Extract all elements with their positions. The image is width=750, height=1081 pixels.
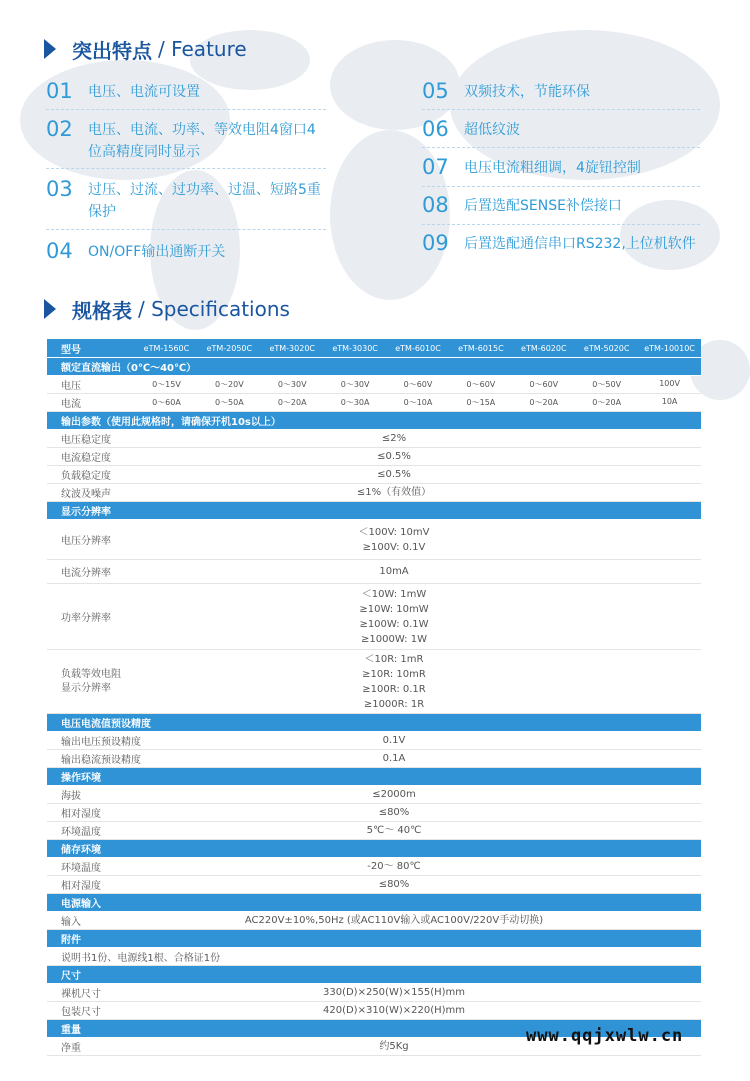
model-cell: eTM-2050C (206, 343, 253, 353)
feature-number: 04 (46, 239, 73, 263)
row-value: 420(D)×310(W)×220(H)mm (322, 1005, 466, 1016)
row-label: 电压稳定度 (61, 435, 111, 446)
section-row (47, 412, 701, 430)
section-row (47, 966, 701, 984)
row-label: 输出稳流预设精度 (61, 755, 141, 766)
value-line: ≥1000W: 1W (361, 633, 427, 645)
model-label: 型号 (61, 344, 81, 356)
table-cell: 0～30V (277, 380, 307, 389)
table-row (47, 1002, 701, 1020)
row-value: ≤80% (378, 879, 410, 890)
watermark-text: www.qqjxwlw.cn (526, 1026, 684, 1046)
feature-item (46, 238, 326, 264)
table-row (47, 804, 701, 822)
table-cell: 0～50V (592, 380, 622, 389)
section-label: 电源输入 (61, 899, 101, 910)
table-row (47, 466, 701, 484)
feature-number: 08 (422, 193, 449, 217)
row-value: 0.1A (382, 753, 406, 764)
divider (46, 109, 326, 110)
table-row (47, 394, 701, 412)
feature-item (422, 154, 702, 180)
row-value: 5℃～ 40℃ (366, 825, 422, 836)
spec-table (47, 339, 701, 1056)
row-label: 功率分辨率 (61, 613, 111, 624)
table-cell: 100V (659, 379, 680, 388)
row-value (135, 587, 701, 647)
model-cell: eTM-6020C (521, 343, 567, 353)
table-cell: 0～15A (466, 398, 496, 407)
table-cell: 0～50A (214, 398, 244, 407)
value-line: ≥100R: 0.1R (362, 683, 426, 695)
row-label: 说明书1份、电源线1根、合格证1份 (61, 953, 221, 964)
table-row (47, 858, 701, 876)
feature-section-title (44, 34, 247, 64)
feature-number: 06 (422, 117, 449, 141)
row-label: 输出电压预设精度 (61, 737, 141, 748)
row-label: 电压 (61, 381, 81, 392)
row-label: 裸机尺寸 (61, 989, 101, 1000)
row-label: 包装尺寸 (61, 1007, 101, 1018)
table-row (47, 912, 701, 930)
table-cell: 0～30V (340, 380, 370, 389)
spec-title-cn: 规格表 (72, 298, 132, 323)
feature-text: 电压电流粗细调，4旋钮控制 (464, 160, 641, 176)
feature-text: 电压、电流可设置 (88, 84, 200, 100)
section-arrow-icon (44, 39, 56, 59)
feature-text: 过压、过流、过功率、过温、短路5重保护 (88, 182, 321, 220)
model-cell: eTM-5020C (583, 343, 630, 353)
row-value: AC220V±10%,50Hz (或AC110V输入或AC100V/220V手动切换) (244, 915, 544, 926)
spec-title-en: / Specifications (138, 297, 290, 321)
model-cell: eTM-3030C (332, 343, 378, 353)
table-cell: 0～20V (214, 380, 244, 389)
row-label: 环境温度 (61, 863, 101, 874)
table-row (47, 520, 701, 560)
table-row (47, 822, 701, 840)
feature-text: ON/OFF输出通断开关 (88, 244, 226, 260)
table-cell: 0～20A (529, 398, 559, 407)
section-row (47, 930, 701, 948)
divider (422, 224, 700, 225)
section-arrow-icon (44, 299, 56, 319)
feature-number: 02 (46, 117, 73, 141)
feature-text: 双频技术，节能环保 (464, 84, 590, 100)
section-label: 电压电流值预设精度 (61, 719, 151, 730)
row-label (47, 668, 135, 696)
value-line: ＜10R: 1mR (364, 653, 424, 665)
table-cell: 10A (661, 397, 678, 406)
label-line: 负载等效电阻 (61, 668, 121, 680)
row-label: 净重 (61, 1043, 81, 1054)
feature-number: 07 (422, 155, 449, 179)
row-value: ≤2% (381, 433, 407, 444)
value-line: ≥100W: 0.1W (359, 618, 429, 630)
divider (422, 109, 700, 110)
value-line: ≥100V: 0.1V (362, 541, 426, 553)
table-cell: 0～20A (277, 398, 307, 407)
table-row (47, 650, 701, 714)
row-value (135, 652, 701, 712)
table-cell: 0～20A (592, 398, 622, 407)
row-value: -20～ 80℃ (367, 861, 421, 872)
table-row (47, 786, 701, 804)
divider (46, 168, 326, 169)
feature-number: 09 (422, 231, 449, 255)
table-row (47, 560, 701, 584)
table-cell: 0～60V (529, 380, 559, 389)
feature-item (422, 230, 712, 256)
model-cell: eTM-6015C (458, 343, 504, 353)
value-line: ≥10R: 10mR (362, 668, 426, 680)
model-cell: eTM-3020C (269, 343, 315, 353)
row-value: ≤0.5% (377, 469, 411, 480)
row-label: 电流 (61, 399, 81, 410)
section-label: 输出参数（使用此规格时，请确保开机10s以上） (61, 417, 281, 428)
spec-section-title (44, 294, 290, 324)
row-label: 输入 (61, 917, 81, 928)
section-label: 尺寸 (61, 971, 81, 982)
value-line: ＜100V: 10mV (358, 526, 430, 538)
divider (46, 229, 326, 230)
table-cell: 0～15V (152, 380, 181, 389)
feature-text: 电压、电流、功率、等效电阻4窗口4位高精度同时显示 (88, 122, 316, 160)
table-row (47, 732, 701, 750)
feature-item (422, 192, 702, 218)
divider (422, 147, 700, 148)
label-line: 显示分辨率 (61, 682, 111, 694)
table-row (47, 484, 701, 502)
row-value: ≤0.5% (377, 451, 411, 462)
section-row (47, 502, 701, 520)
row-value: ≤80% (378, 807, 410, 818)
value-line: ＜10W: 1mW (361, 588, 427, 600)
table-cell: 0～60V (466, 380, 496, 389)
row-label: 电流稳定度 (61, 453, 111, 464)
row-value: 0.1V (382, 735, 406, 746)
row-value: 10mA (379, 566, 409, 577)
feature-item (422, 78, 702, 104)
feature-item (46, 78, 326, 104)
table-cell: 0～60A (152, 398, 181, 407)
row-value (135, 525, 701, 555)
row-value: 约5Kg (379, 1041, 409, 1052)
feature-number: 05 (422, 79, 449, 103)
section-row (47, 894, 701, 912)
row-label: 相对湿度 (61, 881, 101, 892)
table-row (47, 584, 701, 650)
row-label: 海拔 (61, 791, 81, 802)
row-value: ≤2000m (372, 789, 416, 800)
feature-item (422, 116, 702, 142)
feature-title-cn: 突出特点 (72, 38, 152, 63)
table-row (47, 876, 701, 894)
row-label: 负载稳定度 (61, 471, 111, 482)
row-label: 环境温度 (61, 827, 101, 838)
feature-text: 后置选配通信串口RS232,上位机软件 (464, 236, 696, 252)
feature-item (46, 116, 336, 163)
table-cell: 0～30A (340, 398, 370, 407)
section-row (47, 768, 701, 786)
model-cell: eTM-1560C (143, 343, 190, 353)
row-value: ≤1%（有效值） (356, 487, 432, 498)
table-row (47, 984, 701, 1002)
section-label: 额定直流输出（0℃～40℃） (61, 363, 197, 374)
feature-number: 03 (46, 177, 73, 201)
row-label: 电流分辨率 (61, 568, 111, 579)
row-value: 330(D)×250(W)×155(H)mm (322, 987, 466, 998)
section-label: 操作环境 (61, 773, 101, 784)
table-cell: 0～10A (403, 398, 433, 407)
section-row (47, 714, 701, 732)
section-row (47, 358, 701, 376)
section-label: 显示分辨率 (61, 507, 111, 518)
table-row (47, 430, 701, 448)
table-row (47, 376, 701, 394)
row-label: 相对湿度 (61, 809, 101, 820)
row-label: 电压分辨率 (61, 536, 111, 547)
table-row (47, 750, 701, 768)
section-label: 储存环境 (61, 845, 101, 856)
section-row (47, 840, 701, 858)
model-cell: eTM-10010C (644, 343, 695, 353)
feature-item (46, 176, 336, 223)
section-label: 附件 (61, 935, 81, 946)
row-label: 纹波及噪声 (61, 489, 111, 500)
table-cell: 0～60V (403, 380, 433, 389)
table-row (47, 948, 701, 966)
value-line: ≥10W: 10mW (359, 603, 429, 615)
table-row (47, 448, 701, 466)
feature-title-en: / Feature (158, 37, 247, 61)
value-line: ≥1000R: 1R (363, 698, 425, 710)
section-label: 重量 (61, 1025, 81, 1036)
table-header-row (47, 339, 701, 358)
model-cell: eTM-6010C (395, 343, 441, 353)
feature-number: 01 (46, 79, 73, 103)
divider (422, 186, 700, 187)
feature-text: 后置选配SENSE补偿接口 (464, 198, 622, 214)
feature-text: 超低纹波 (464, 122, 520, 138)
